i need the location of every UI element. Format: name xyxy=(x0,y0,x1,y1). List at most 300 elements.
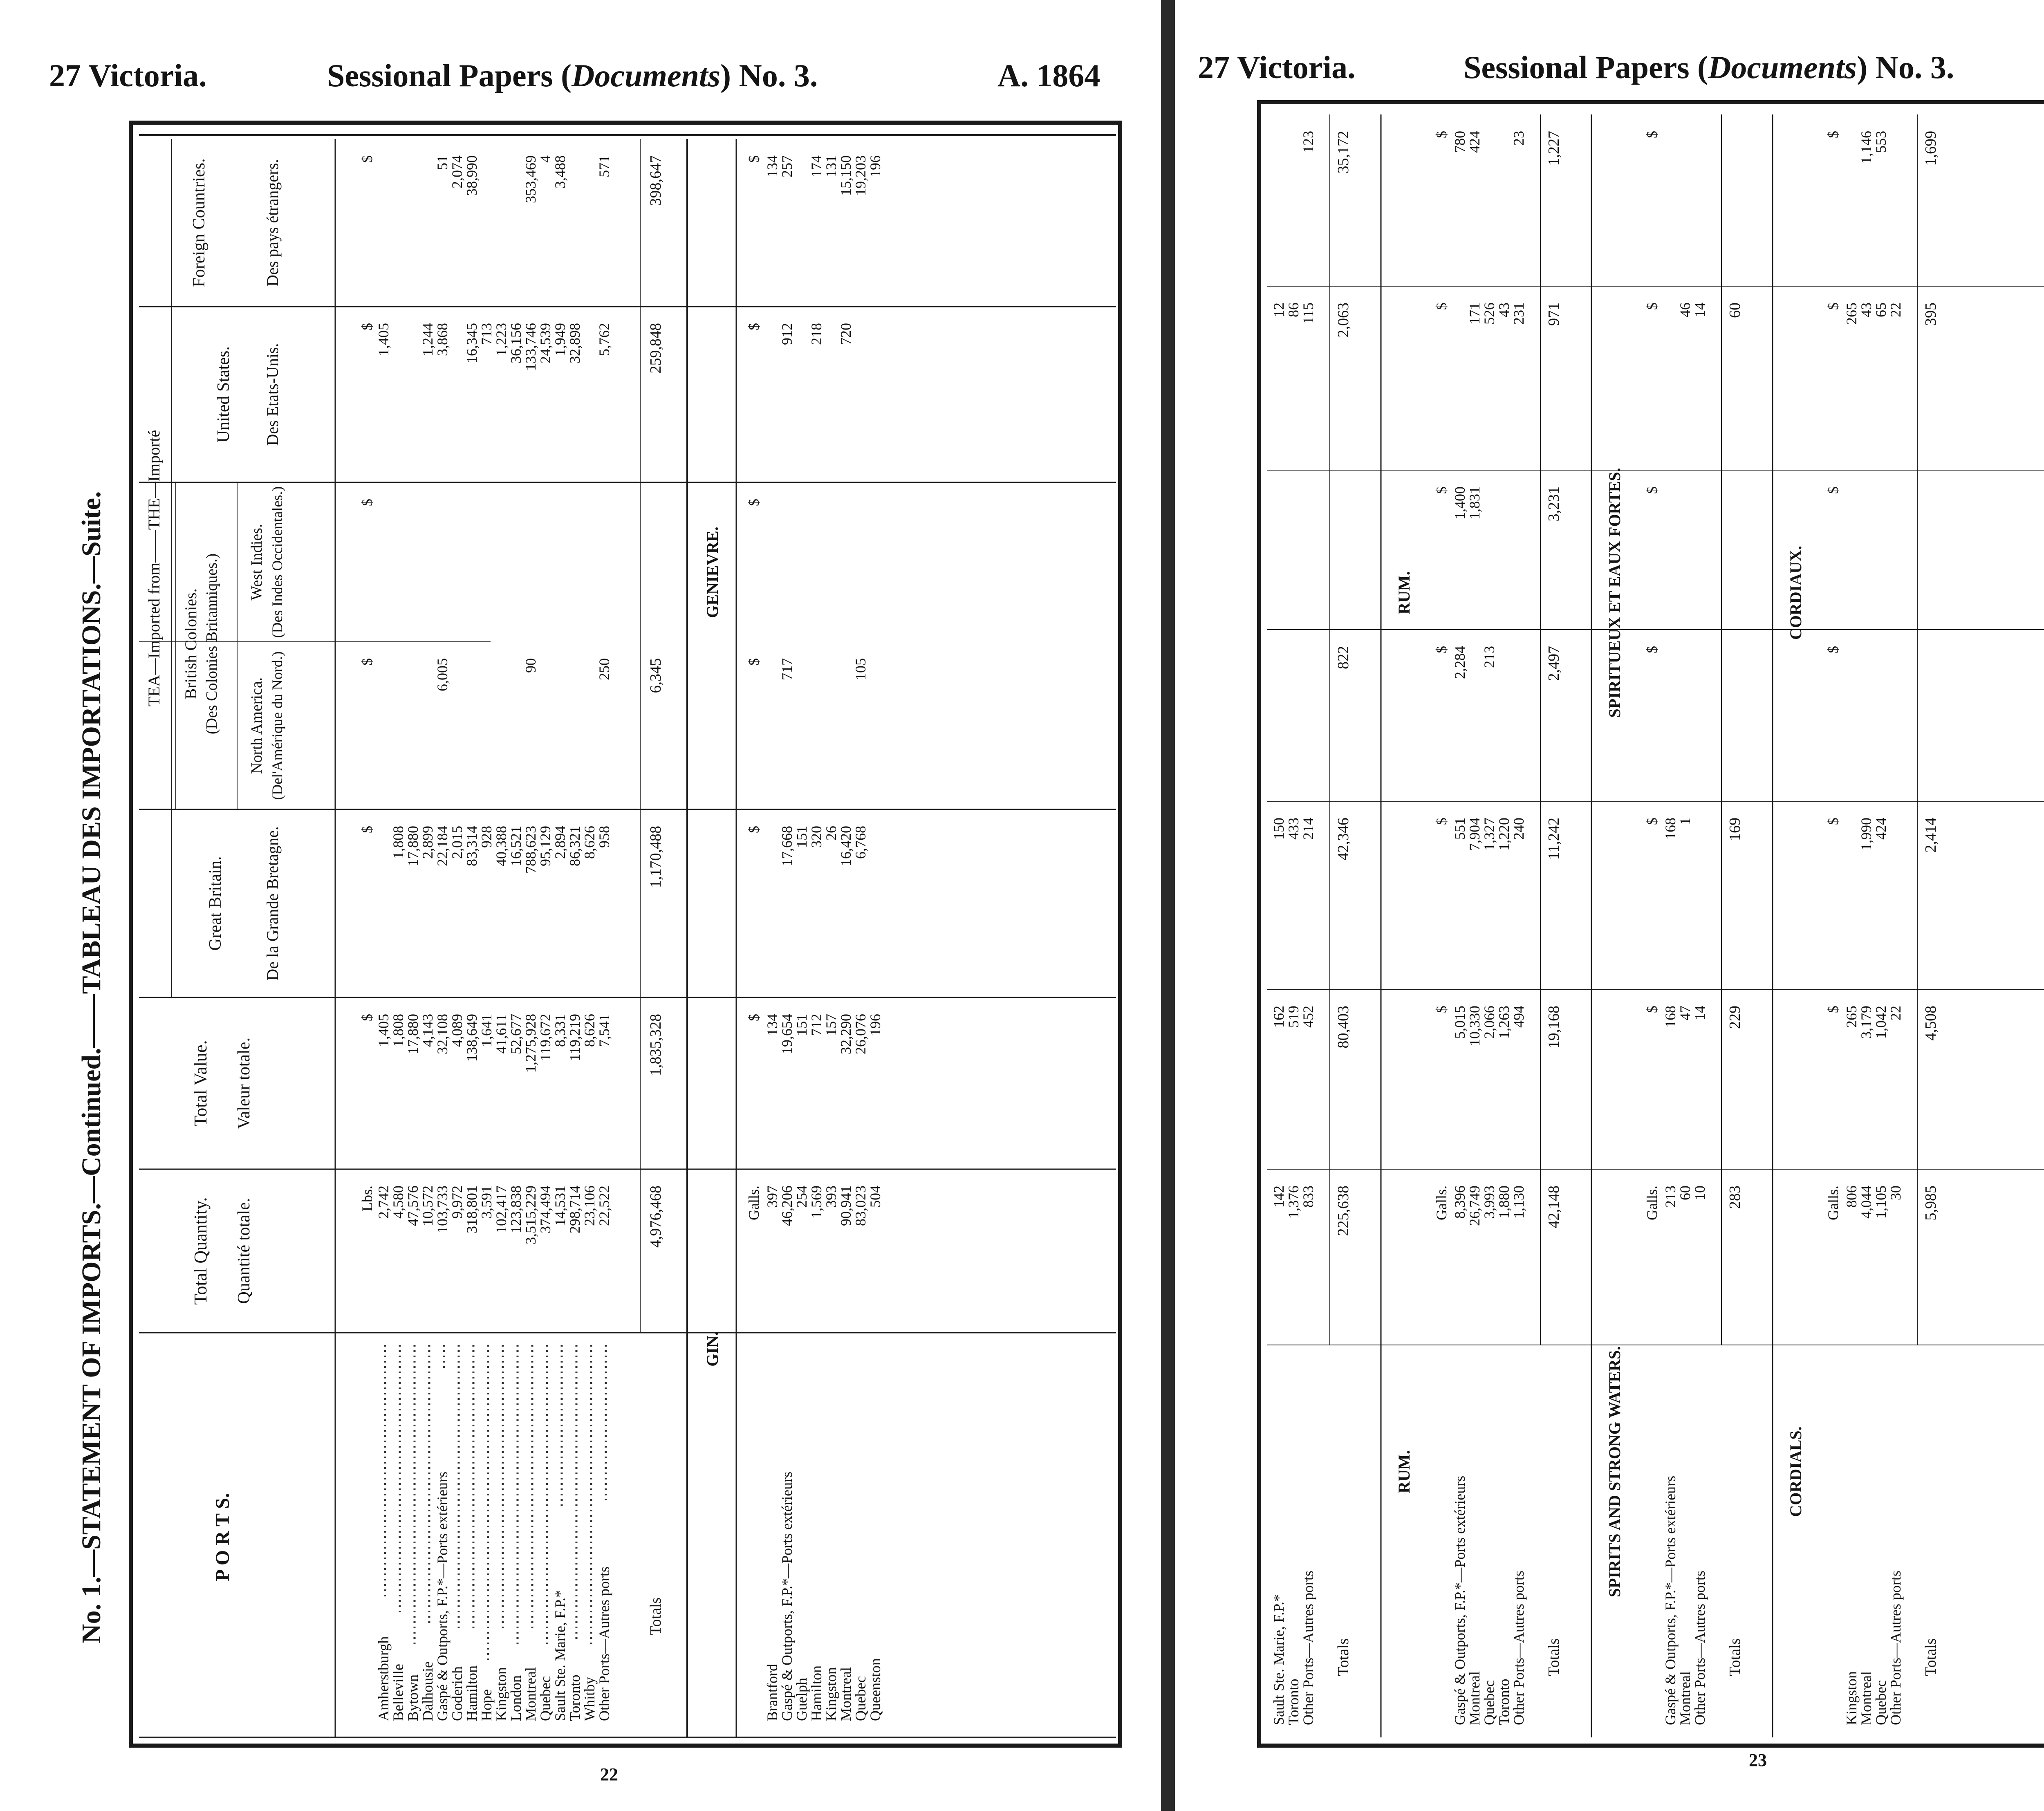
tea-unit-label: $ xyxy=(359,826,375,833)
header-value-en: Total Value. xyxy=(191,1040,211,1127)
cordials-unit-label: $ xyxy=(1825,646,1841,653)
tea-port-label: Quebec xyxy=(537,1676,554,1721)
cordials-unit-label: $ xyxy=(1825,486,1841,494)
tea-cell: 1,405 xyxy=(375,323,392,356)
tea-cell: 3,591 xyxy=(478,1186,495,1219)
header-qty-fr: Quantité totale. xyxy=(235,1198,253,1304)
totals-cell: 3,231 xyxy=(1545,486,1562,522)
tea-port-label: Whitby xyxy=(581,1677,598,1721)
section-heading-en: SPIRITS AND STRONG WATERS. xyxy=(1605,1346,1624,1598)
row-cell: 2,066 xyxy=(1481,1006,1497,1039)
totals-cell: 4,508 xyxy=(1922,1006,1939,1041)
row-cell: 213 xyxy=(1481,646,1497,668)
totals-cell: 822 xyxy=(1335,646,1352,669)
row-cell: 452 xyxy=(1300,1006,1316,1028)
section-heading-en: RUM. xyxy=(1395,1450,1413,1493)
row-cell: 171 xyxy=(1466,303,1483,325)
tea-cell: 6,005 xyxy=(434,658,450,691)
gin-cell: 1,569 xyxy=(808,1186,825,1219)
gin-unit-label: $ xyxy=(746,826,762,833)
totals-cell: 2,063 xyxy=(1335,303,1352,338)
row-port-label: Gaspé & Outports, F.P.*—Ports extérieurs xyxy=(1662,1475,1679,1725)
row-cell: 26,749 xyxy=(1466,1186,1483,1226)
row-cell: 213 xyxy=(1662,1186,1679,1208)
row-cell: 43 xyxy=(1496,303,1512,317)
tea-cell: 250 xyxy=(596,658,612,680)
tea-cell: 4,089 xyxy=(449,1014,465,1047)
row-cell: 1,400 xyxy=(1452,486,1468,520)
section-heading-fr: RUM. xyxy=(1395,571,1413,614)
tea-cell: 298,714 xyxy=(567,1186,583,1233)
header-fc-fr: Des pays étrangers. xyxy=(263,159,282,287)
tea-port-label: Sault Ste. Marie, F.P.* xyxy=(552,1590,568,1721)
gin-port-label: Hamilton xyxy=(808,1665,825,1721)
row-port-label: Toronto xyxy=(1285,1679,1302,1725)
row-cell: 424 xyxy=(1466,131,1483,153)
row-cell: 23 xyxy=(1511,131,1527,146)
tea-cell: 40,388 xyxy=(493,826,509,866)
tea-cell: 9,972 xyxy=(449,1186,465,1219)
tea-cell: 318,801 xyxy=(464,1186,480,1233)
gin-cell: 90,941 xyxy=(838,1186,854,1226)
tea-port-label: Goderich xyxy=(449,1666,465,1721)
totals-cell: 225,638 xyxy=(1335,1186,1352,1236)
tea-cell: 4 xyxy=(537,155,554,163)
tea-cell: 958 xyxy=(596,826,612,848)
gin-unit-label: $ xyxy=(746,1014,762,1021)
rum-unit-label: $ xyxy=(1433,486,1450,494)
row-cell: 168 xyxy=(1662,818,1679,840)
tea-cell: 86,321 xyxy=(567,826,583,866)
header-us-fr: Des Etats-Unis. xyxy=(263,343,282,446)
tea-cell: 52,677 xyxy=(508,1014,524,1054)
gin-cell: 196 xyxy=(867,155,883,177)
row-port-label: Other Ports—Autres ports xyxy=(1300,1571,1316,1725)
row-cell: 1 xyxy=(1677,818,1693,825)
totals-cell: 2,414 xyxy=(1922,818,1939,853)
tea-cell: 374,494 xyxy=(537,1186,554,1233)
gin-cell: 320 xyxy=(808,826,825,848)
row-cell: 806 xyxy=(1843,1186,1860,1208)
tea-cell: 7,541 xyxy=(596,1014,612,1047)
gin-cell: 257 xyxy=(779,155,795,177)
tea-cell: 123,838 xyxy=(508,1186,524,1233)
tea-cell: 788,623 xyxy=(522,826,539,874)
tea-cell: 1,223 xyxy=(493,323,509,356)
gin-cell: 105 xyxy=(852,658,869,680)
tea-totals-cell: 398,647 xyxy=(647,155,664,206)
row-cell: 1,376 xyxy=(1285,1186,1302,1219)
row-cell: 1,263 xyxy=(1496,1006,1512,1039)
tea-unit-label: Lbs. xyxy=(359,1186,375,1211)
row-cell: 1,130 xyxy=(1511,1186,1527,1219)
totals-label: Totals xyxy=(1726,1638,1744,1676)
rum-unit-label: $ xyxy=(1433,646,1450,653)
section-heading-en: CORDIALS. xyxy=(1786,1426,1805,1517)
cordials-unit-label: $ xyxy=(1825,1006,1841,1013)
totals-cell: 80,403 xyxy=(1335,1006,1352,1049)
totals-cell: 283 xyxy=(1726,1186,1744,1209)
tea-cell: 3,868 xyxy=(434,323,450,356)
row-cell: 162 xyxy=(1271,1006,1287,1028)
row-port-label: Montreal xyxy=(1677,1671,1693,1725)
tea-cell: 90 xyxy=(522,658,539,673)
row-cell: 833 xyxy=(1300,1186,1316,1208)
gin-cell: 196 xyxy=(867,1014,883,1036)
totals-cell: 42,148 xyxy=(1545,1186,1562,1228)
left-regnal: 27 Victoria. xyxy=(49,58,207,93)
tea-totals-cell: 1,170,488 xyxy=(647,826,664,888)
totals-label: Totals xyxy=(1922,1638,1939,1676)
gin-cell: 46,206 xyxy=(779,1186,795,1226)
section-heading-fr: CORDIAUX. xyxy=(1786,546,1805,640)
header-na-en: North America. xyxy=(248,677,265,774)
row-cell: 7,904 xyxy=(1466,818,1483,851)
tea-cell: 17,880 xyxy=(405,1014,421,1054)
tea-cell: 1,808 xyxy=(390,1014,406,1047)
totals-cell: 169 xyxy=(1726,818,1744,841)
tea-cell: 3,515,229 xyxy=(522,1186,539,1244)
row-cell: 30 xyxy=(1887,1186,1904,1200)
spirits-unit-label: $ xyxy=(1644,1006,1660,1013)
row-cell: 46 xyxy=(1677,303,1693,317)
row-cell: 1,146 xyxy=(1858,131,1874,164)
tea-cell: 14,531 xyxy=(552,1186,568,1226)
tea-cell: 95,129 xyxy=(537,826,554,866)
row-cell: 123 xyxy=(1300,131,1316,153)
row-cell: 780 xyxy=(1452,131,1468,153)
row-cell: 553 xyxy=(1873,131,1889,153)
tea-totals-cell: 259,848 xyxy=(647,323,664,374)
row-cell: 4,044 xyxy=(1858,1186,1874,1219)
tea-port-label: London xyxy=(508,1675,524,1721)
tea-cell: 1,949 xyxy=(552,323,568,356)
left-title: No. 1.—STATEMENT OF IMPORTS.—Continued.——TABLEAU DES IMPORTATIONS.—Suite. xyxy=(76,491,106,1643)
tea-cell: 32,898 xyxy=(567,323,583,363)
tea-cell: 138,649 xyxy=(464,1014,480,1062)
gin-port-label: Kingston xyxy=(823,1667,839,1721)
tea-totals-cell: 6,345 xyxy=(647,658,664,693)
tea-cell: 17,880 xyxy=(405,826,421,866)
gin-port-label: Guelph xyxy=(793,1678,810,1721)
tea-cell: 8,626 xyxy=(581,1014,598,1047)
row-cell: 43 xyxy=(1858,303,1874,317)
gin-cell: 254 xyxy=(793,1186,810,1208)
totals-label: Totals xyxy=(1545,1638,1562,1676)
totals-label: Totals xyxy=(1335,1638,1352,1676)
gin-cell: 15,150 xyxy=(838,155,854,196)
tea-cell: 2,742 xyxy=(375,1186,392,1219)
tea-port-label: Gaspé & Outports, F.P.*—Ports extérieurs xyxy=(434,1471,450,1721)
totals-cell: 35,172 xyxy=(1335,131,1352,174)
gin-cell: 504 xyxy=(867,1186,883,1208)
tea-cell: 8,626 xyxy=(581,826,598,859)
gin-cell: 19,654 xyxy=(779,1014,795,1054)
row-cell: 115 xyxy=(1300,303,1316,324)
totals-cell: 19,168 xyxy=(1545,1006,1562,1049)
row-port-label: Sault Ste. Marie, F.P.* xyxy=(1271,1594,1287,1725)
row-cell: 551 xyxy=(1452,818,1468,840)
gin-unit-label: $ xyxy=(746,323,762,330)
totals-cell: 395 xyxy=(1922,303,1939,326)
gin-cell: 174 xyxy=(808,155,825,177)
spirits-unit-label: Galls. xyxy=(1644,1186,1660,1220)
gin-port-label: Montreal xyxy=(838,1667,854,1721)
gin-heading-fr: GENIEVRE. xyxy=(703,527,722,618)
row-cell: 526 xyxy=(1481,303,1497,325)
row-cell: 65 xyxy=(1873,303,1889,317)
tea-cell: 2,015 xyxy=(449,826,465,859)
gin-cell: 151 xyxy=(793,1014,810,1036)
tea-cell: 16,521 xyxy=(508,826,524,866)
tea-unit-label: $ xyxy=(359,1014,375,1021)
row-cell: 14 xyxy=(1692,1006,1708,1020)
tea-cell: 1,244 xyxy=(419,323,436,356)
row-cell: 1,880 xyxy=(1496,1186,1512,1219)
row-cell: 10 xyxy=(1692,1186,1708,1200)
header-bc-fr: (Des Colonies Britanniques.) xyxy=(203,553,220,735)
gin-cell: 218 xyxy=(808,323,825,345)
row-cell: 3,179 xyxy=(1858,1006,1874,1039)
tea-cell: 5,762 xyxy=(596,323,612,356)
gin-cell: 19,203 xyxy=(852,155,869,196)
row-cell: 519 xyxy=(1285,1006,1302,1028)
rum-unit-label: $ xyxy=(1433,131,1450,138)
tea-totals-cell: 1,835,328 xyxy=(647,1014,664,1076)
row-port-label: Toronto xyxy=(1496,1679,1512,1725)
tea-port-label: Hope xyxy=(478,1689,495,1721)
gin-cell: 26,076 xyxy=(852,1014,869,1054)
tea-cell: 2,074 xyxy=(449,155,465,188)
totals-cell: 1,227 xyxy=(1545,131,1562,166)
header-wi-en: West Indies. xyxy=(248,524,265,601)
right-series: Sessional Papers (Documents) No. 3. xyxy=(1464,49,1954,85)
tea-cell: 119,672 xyxy=(537,1014,554,1061)
tea-cell: 3,488 xyxy=(552,155,568,188)
cordials-unit-label: $ xyxy=(1825,131,1841,138)
totals-cell: 229 xyxy=(1726,1006,1744,1029)
row-cell: 86 xyxy=(1285,303,1302,317)
row-port-label: Kingston xyxy=(1843,1671,1860,1725)
spirits-unit-label: $ xyxy=(1644,646,1660,653)
cordials-unit-label: $ xyxy=(1825,303,1841,310)
gin-cell: 26 xyxy=(823,826,839,841)
row-cell: 22 xyxy=(1887,303,1904,317)
tea-unit-label: $ xyxy=(359,658,375,666)
totals-cell: 60 xyxy=(1726,303,1744,318)
gin-cell: 6,768 xyxy=(852,826,869,859)
row-cell: 1,220 xyxy=(1496,818,1512,851)
spirits-unit-label: $ xyxy=(1644,818,1660,825)
tea-cell: 571 xyxy=(596,155,612,177)
header-na-fr: (Del'Amérique du Nord.) xyxy=(269,651,285,800)
tea-cell: 51 xyxy=(434,155,450,170)
gin-port-label: Queenston xyxy=(867,1658,883,1721)
row-cell: 1,042 xyxy=(1873,1006,1889,1039)
row-cell: 2,284 xyxy=(1452,646,1468,679)
tea-totals-cell: 4,976,468 xyxy=(647,1186,664,1248)
gin-unit-label: $ xyxy=(746,499,762,506)
tea-port-label: Montreal xyxy=(522,1667,539,1721)
cordials-unit-label: $ xyxy=(1825,818,1841,825)
header-ports: P O R T S. xyxy=(212,1493,233,1581)
tea-cell: 103,733 xyxy=(434,1186,450,1233)
cordials-unit-label: Galls. xyxy=(1825,1186,1841,1220)
row-port-label: Other Ports—Autres ports xyxy=(1511,1571,1527,1725)
row-cell: 265 xyxy=(1843,1006,1860,1028)
tea-cell: 2,899 xyxy=(419,826,436,859)
left-series: Sessional Papers (Documents) No. 3. xyxy=(327,58,818,93)
tea-port-label: Hamilton xyxy=(464,1665,480,1721)
spirits-unit-label: $ xyxy=(1644,303,1660,310)
rum-unit-label: $ xyxy=(1433,1006,1450,1013)
row-cell: 424 xyxy=(1873,818,1889,840)
tea-cell: 22,522 xyxy=(596,1186,612,1226)
tea-cell: 22,184 xyxy=(434,826,450,866)
right-regnal: 27 Victoria. xyxy=(1198,49,1356,85)
row-cell: 214 xyxy=(1300,818,1316,840)
row-cell: 142 xyxy=(1271,1186,1287,1208)
header-wi-fr: (Des Indes Occidentales.) xyxy=(269,486,285,638)
row-port-label: Montreal xyxy=(1858,1671,1874,1725)
row-cell: 168 xyxy=(1662,1006,1679,1028)
tea-cell: 23,106 xyxy=(581,1186,598,1226)
rum-unit-label: $ xyxy=(1433,818,1450,825)
row-cell: 1,327 xyxy=(1481,818,1497,851)
gin-cell: 712 xyxy=(808,1014,825,1036)
totals-cell: 1,699 xyxy=(1922,131,1939,166)
tea-cell: 16,345 xyxy=(464,323,480,363)
totals-cell: 971 xyxy=(1545,303,1562,326)
row-cell: 1,105 xyxy=(1873,1186,1889,1219)
row-cell: 3,993 xyxy=(1481,1186,1497,1219)
header-tea-group: TEA—Imported from——THE—Importé xyxy=(145,430,163,707)
tea-cell: 83,314 xyxy=(464,826,480,866)
header-qty-en: Total Quantity. xyxy=(191,1197,211,1305)
row-cell: 12 xyxy=(1271,303,1287,317)
tea-cell: 4,143 xyxy=(419,1014,436,1047)
tea-cell: 10,572 xyxy=(419,1186,436,1226)
left-year: A. 1864 xyxy=(997,58,1100,93)
row-cell: 5,015 xyxy=(1452,1006,1468,1039)
tea-cell: 4,580 xyxy=(390,1186,406,1219)
row-cell: 231 xyxy=(1511,303,1527,325)
right-page-number: 23 xyxy=(1749,1750,1767,1770)
rum-unit-label: Galls. xyxy=(1433,1186,1450,1220)
tea-unit-label: $ xyxy=(359,499,375,506)
totals-cell: 42,346 xyxy=(1335,818,1352,861)
tea-cell: 1,808 xyxy=(390,826,406,859)
tea-port-label: Belleville xyxy=(390,1664,406,1721)
row-port-label: Other Ports—Autres ports xyxy=(1887,1571,1904,1725)
gin-cell: 717 xyxy=(779,658,795,680)
gin-cell: 17,668 xyxy=(779,826,795,866)
header-bc-en: British Colonies. xyxy=(182,588,200,699)
rum-unit-label: $ xyxy=(1433,303,1450,310)
gin-cell: 131 xyxy=(823,155,839,177)
left-page-number: 22 xyxy=(600,1764,618,1784)
row-port-label: Other Ports—Autres ports xyxy=(1692,1571,1708,1725)
row-cell: 240 xyxy=(1511,818,1527,840)
tea-port-label: Toronto xyxy=(567,1674,583,1721)
tea-cell: 47,576 xyxy=(405,1186,421,1226)
row-cell: 22 xyxy=(1887,1006,1904,1020)
row-cell: 8,396 xyxy=(1452,1186,1468,1219)
row-port-label: Gaspé & Outports, F.P.*—Ports extérieurs xyxy=(1452,1475,1468,1725)
gin-cell: 393 xyxy=(823,1186,839,1208)
totals-cell: 5,985 xyxy=(1922,1186,1939,1221)
tea-cell: 36,156 xyxy=(508,323,524,363)
gin-cell: 32,290 xyxy=(838,1014,854,1054)
row-cell: 10,330 xyxy=(1466,1006,1483,1046)
tea-port-label: Other Ports—Autres ports xyxy=(596,1567,612,1721)
tea-cell: 353,469 xyxy=(522,155,539,203)
row-cell: 14 xyxy=(1692,303,1708,317)
header-fc-en: Foreign Countries. xyxy=(190,158,208,287)
gin-cell: 83,023 xyxy=(852,1186,869,1226)
tea-port-label: Kingston xyxy=(493,1667,509,1721)
gin-cell: 134 xyxy=(764,1014,780,1036)
gin-unit-label: $ xyxy=(746,658,762,666)
tea-cell: 24,539 xyxy=(537,323,554,363)
tea-port-label: Amherstburgh xyxy=(375,1636,392,1721)
tea-cell: 1,275,928 xyxy=(522,1014,539,1073)
tea-cell: 1,405 xyxy=(375,1014,392,1047)
tea-totals-label: Totals xyxy=(647,1597,664,1635)
tea-cell: 2,894 xyxy=(552,826,568,859)
row-cell: 47 xyxy=(1677,1006,1693,1020)
gin-port-label: Brantford xyxy=(764,1664,780,1721)
gin-cell: 720 xyxy=(838,323,854,345)
gin-cell: 16,420 xyxy=(838,826,854,866)
row-port-label: Quebec xyxy=(1481,1680,1497,1725)
tea-unit-label: $ xyxy=(359,323,375,330)
right-table-group xyxy=(1259,102,2044,1746)
gin-heading-en: GIN. xyxy=(703,1331,722,1367)
tea-unit-label: $ xyxy=(359,155,375,163)
section-heading-fr: SPIRITUEUX ET EAUX FORTES. xyxy=(1605,468,1624,718)
row-cell: 433 xyxy=(1285,818,1302,840)
right-frame xyxy=(1259,102,2044,1746)
header-gb-fr: De la Grande Bretagne. xyxy=(263,826,282,981)
tea-cell: 32,108 xyxy=(434,1014,450,1054)
header-gb-en: Great Britain. xyxy=(206,856,225,951)
tea-cell: 133,746 xyxy=(522,323,539,371)
totals-cell: 11,242 xyxy=(1545,818,1562,860)
gin-cell: 134 xyxy=(764,155,780,177)
spirits-unit-label: $ xyxy=(1644,486,1660,494)
gin-cell: 397 xyxy=(764,1186,780,1208)
tea-port-label: Bytown xyxy=(405,1674,421,1721)
gin-port-label: Quebec xyxy=(852,1676,869,1721)
tea-cell: 713 xyxy=(478,323,495,345)
row-cell: 150 xyxy=(1271,818,1287,840)
row-cell: 60 xyxy=(1677,1186,1693,1200)
row-port-label: Quebec xyxy=(1873,1680,1889,1725)
row-port-label: Montreal xyxy=(1466,1671,1483,1725)
gin-cell: 912 xyxy=(779,323,795,345)
row-cell: 1,831 xyxy=(1466,486,1483,520)
tea-cell: 1,641 xyxy=(478,1014,495,1047)
tea-cell: 119,219 xyxy=(567,1014,583,1061)
row-cell: 265 xyxy=(1843,303,1860,325)
row-cell: 1,990 xyxy=(1858,818,1874,851)
header-value-fr: Valeur totale. xyxy=(235,1038,253,1129)
tea-cell: 38,990 xyxy=(464,155,480,196)
tea-cell: 41,611 xyxy=(493,1014,509,1054)
tea-cell: 928 xyxy=(478,826,495,848)
gin-unit-label: $ xyxy=(746,155,762,163)
